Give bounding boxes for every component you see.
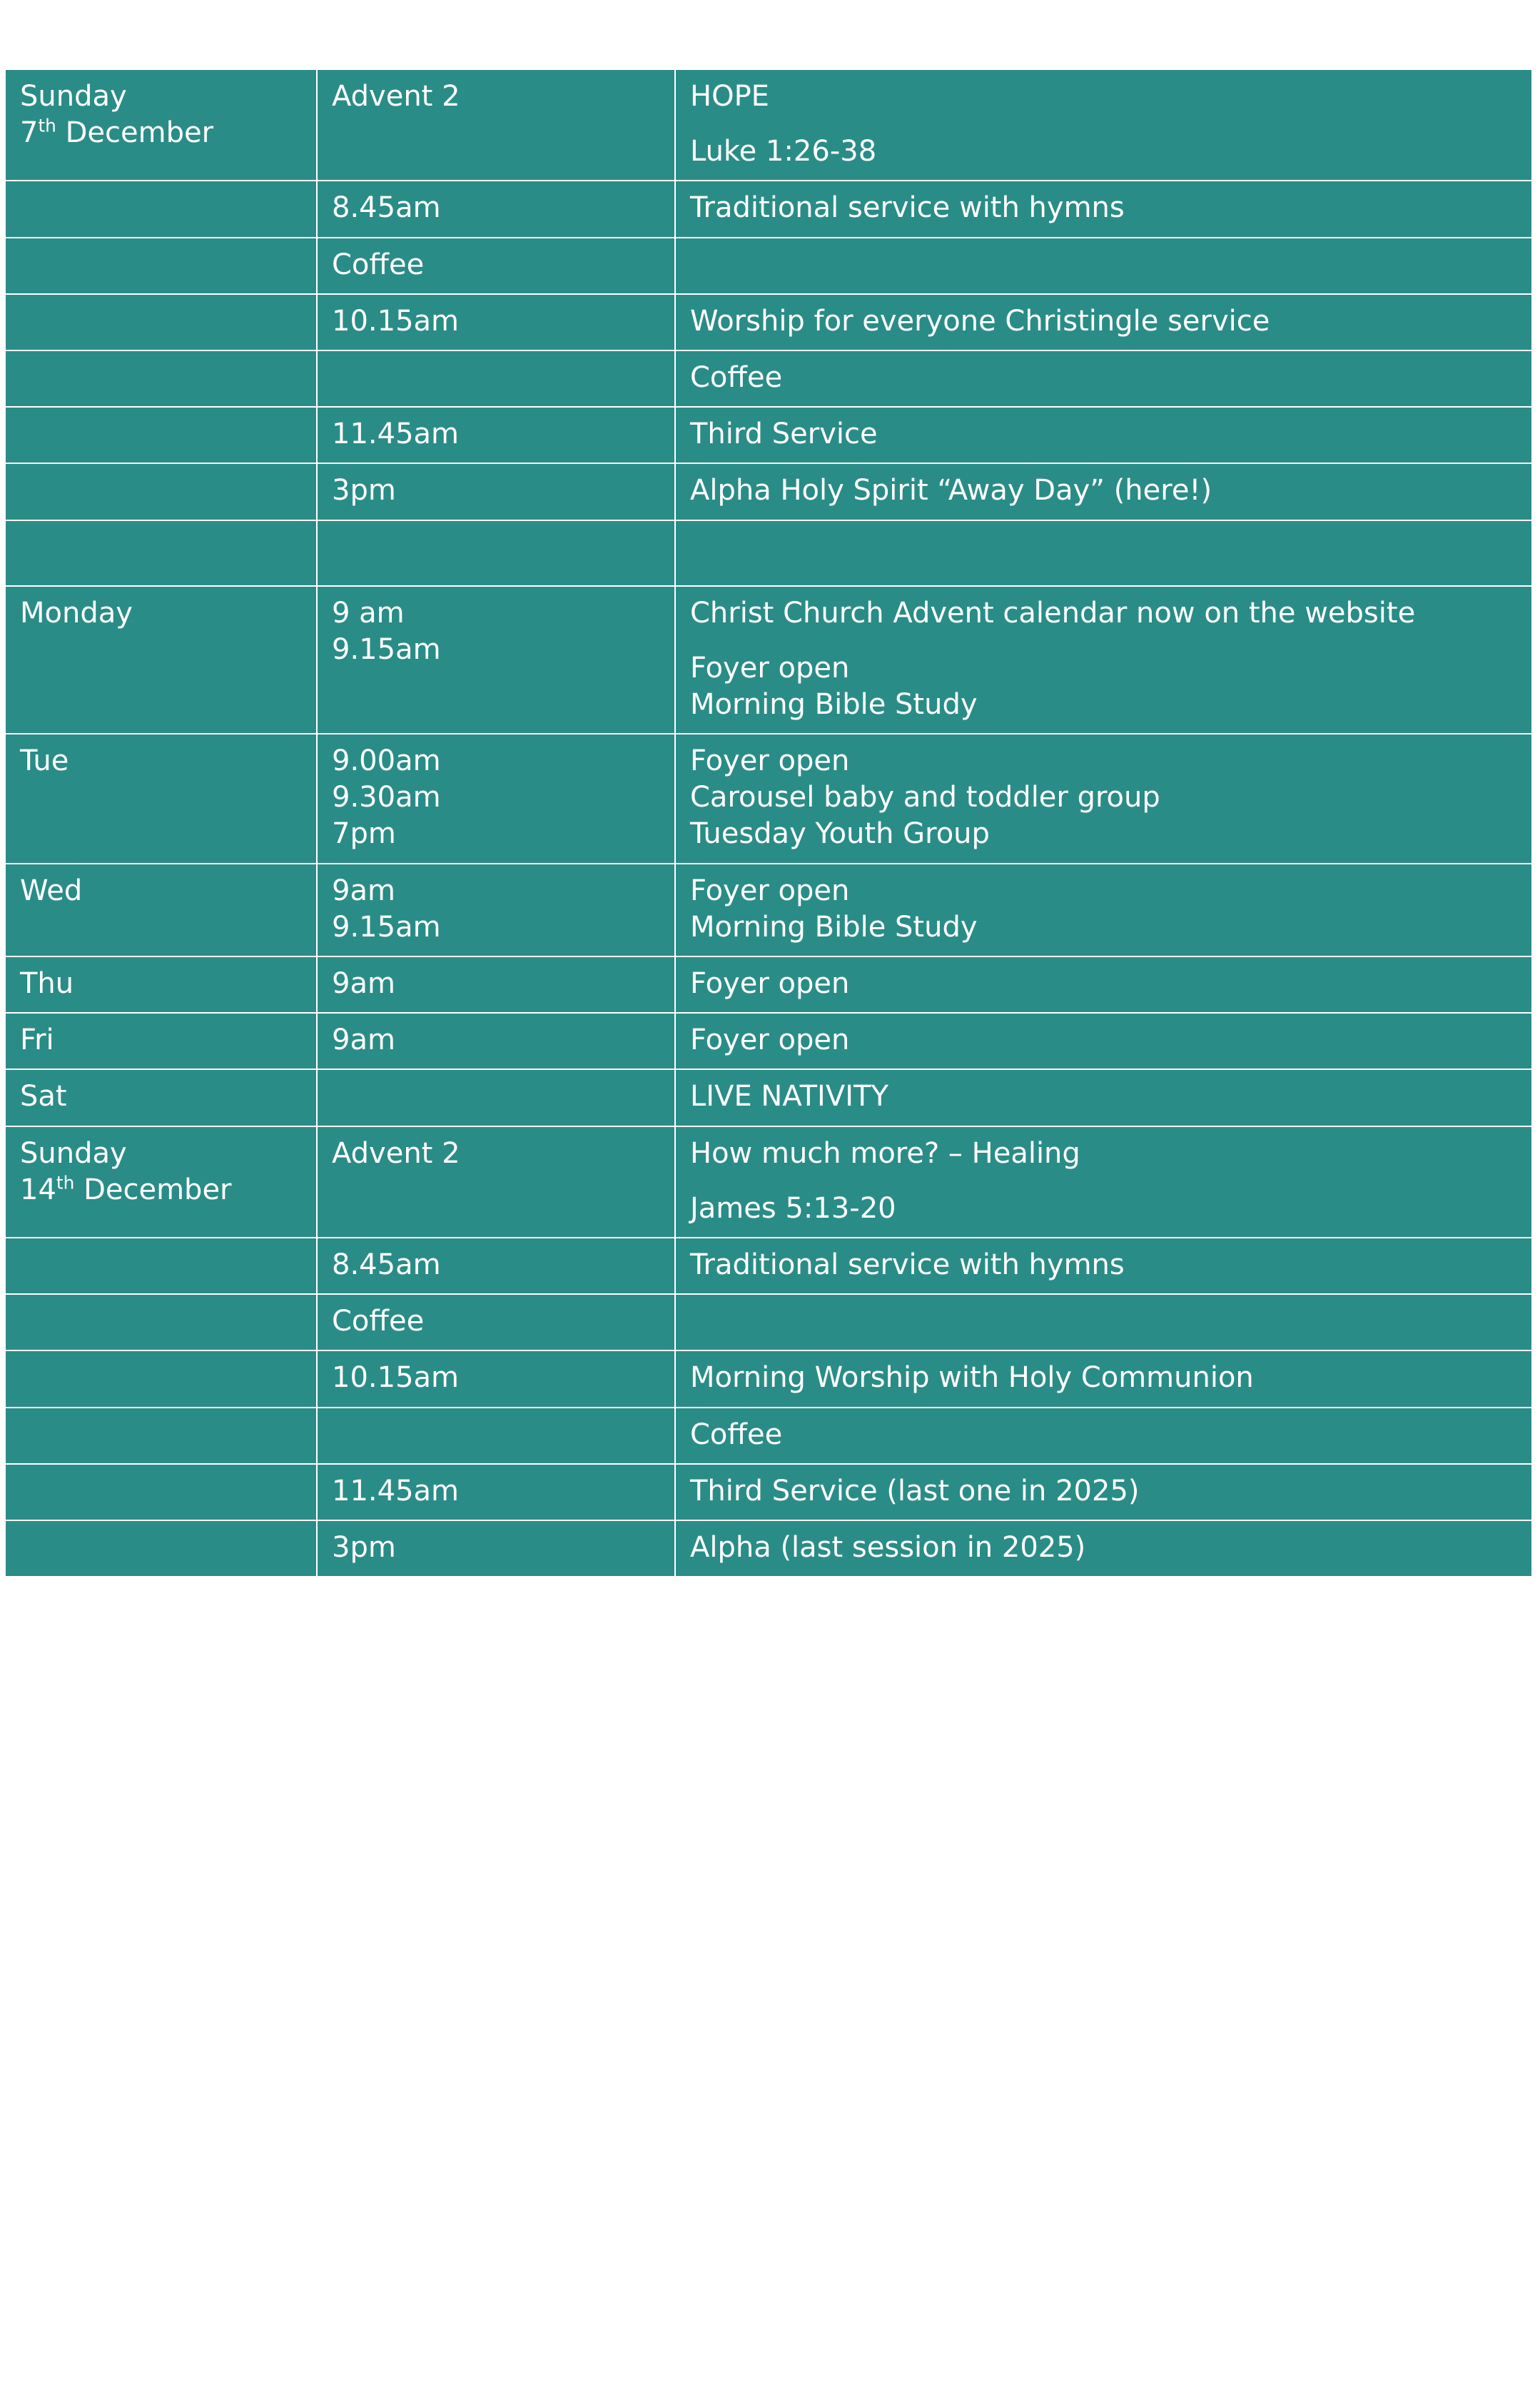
- time-cell: Coffee: [317, 1294, 675, 1350]
- day-cell: [5, 1350, 317, 1407]
- event-line-0: Foyer open: [690, 744, 850, 778]
- day-cell: [5, 1520, 317, 1577]
- event-para-1-line-1: Morning Bible Study: [690, 687, 978, 721]
- table-row: [5, 1238, 1532, 1294]
- table-row: [5, 520, 1532, 586]
- day-line-1: Sunday: [20, 80, 127, 113]
- ordinal-suffix: th: [38, 115, 56, 136]
- table-row: [5, 407, 1532, 463]
- day-line-2: 14th December: [20, 1172, 232, 1206]
- day-cell: [5, 1464, 317, 1520]
- schedule-body: [5, 69, 1532, 1577]
- event-para-1-line-0: James 5:13-20: [690, 1191, 896, 1225]
- day-cell: Sat: [5, 1069, 317, 1126]
- time-cell: [317, 1069, 675, 1126]
- event-para-0: [690, 595, 1519, 632]
- event-cell: [675, 69, 1532, 181]
- table-row: [5, 1126, 1532, 1238]
- day-line-1: Sunday: [20, 1136, 127, 1170]
- event-cell: [675, 1294, 1532, 1350]
- event-cell: Worship for everyone Christingle service: [675, 294, 1532, 350]
- day-cell: Thu: [5, 956, 317, 1013]
- event-para-0: [690, 1136, 1519, 1172]
- event-cell: Coffee: [675, 1408, 1532, 1464]
- table-row: [5, 238, 1532, 294]
- day-cell: Monday: [5, 586, 317, 734]
- event-cell: Traditional service with hymns: [675, 181, 1532, 237]
- event-cell: Foyer open: [675, 956, 1532, 1013]
- time-cell: 11.45am: [317, 407, 675, 463]
- time-line-2: 7pm: [332, 817, 396, 851]
- event-line-1: Morning Bible Study: [690, 910, 978, 944]
- event-cell: [675, 864, 1532, 956]
- time-cell: [317, 586, 675, 734]
- time-cell: Advent 2: [317, 69, 675, 181]
- table-row: [5, 1013, 1532, 1069]
- event-cell: Third Service: [675, 407, 1532, 463]
- event-cell: Alpha Holy Spirit “Away Day” (here!): [675, 463, 1532, 520]
- day-cell: [5, 181, 317, 237]
- event-para-1: [690, 133, 1519, 170]
- time-cell: 3pm: [317, 463, 675, 520]
- time-line-1: 9.15am: [332, 632, 441, 666]
- table-row: [5, 463, 1532, 520]
- time-line-1: 9.30am: [332, 781, 441, 814]
- day-cell: Wed: [5, 864, 317, 956]
- table-row: [5, 864, 1532, 956]
- table-row: [5, 586, 1532, 734]
- table-row: [5, 1069, 1532, 1126]
- event-cell: Morning Worship with Holy Communion: [675, 1350, 1532, 1407]
- table-row: [5, 350, 1532, 407]
- day-cell: [5, 463, 317, 520]
- table-row: [5, 1294, 1532, 1350]
- table-row: [5, 69, 1532, 181]
- time-line-0: 9.00am: [332, 744, 441, 778]
- time-cell: [317, 864, 675, 956]
- event-para-0: [690, 79, 1519, 115]
- time-cell: 9am: [317, 956, 675, 1013]
- time-line-1: 9.15am: [332, 910, 441, 944]
- event-cell: [675, 586, 1532, 734]
- day-cell: [5, 69, 317, 181]
- time-cell: [317, 1408, 675, 1464]
- day-cell: [5, 350, 317, 407]
- table-row: [5, 1350, 1532, 1407]
- time-cell: Coffee: [317, 238, 675, 294]
- event-cell: Alpha (last session in 2025): [675, 1520, 1532, 1577]
- event-para-1: [690, 1191, 1519, 1227]
- event-line-1: Carousel baby and toddler group: [690, 781, 1160, 814]
- time-cell: 8.45am: [317, 181, 675, 237]
- event-line-2: Tuesday Youth Group: [690, 817, 990, 851]
- event-line-0: Foyer open: [690, 874, 850, 907]
- time-cell: [317, 520, 675, 586]
- time-cell: 11.45am: [317, 1464, 675, 1520]
- time-cell: Advent 2: [317, 1126, 675, 1238]
- time-cell: 9am: [317, 1013, 675, 1069]
- day-cell: [5, 407, 317, 463]
- event-cell: Traditional service with hymns: [675, 1238, 1532, 1294]
- table-row: [5, 181, 1532, 237]
- table-row: [5, 956, 1532, 1013]
- event-para-1: [690, 650, 1519, 723]
- time-line-0: 9am: [332, 874, 395, 907]
- event-cell: [675, 1126, 1532, 1238]
- event-cell: [675, 520, 1532, 586]
- day-cell: Fri: [5, 1013, 317, 1069]
- table-row: [5, 734, 1532, 864]
- ordinal-suffix: th: [56, 1172, 75, 1193]
- event-para-1-line-0: Luke 1:26-38: [690, 135, 877, 168]
- day-line-2: 7th December: [20, 115, 214, 150]
- event-para-0-line-0: HOPE: [690, 80, 769, 113]
- event-cell: [675, 238, 1532, 294]
- table-row: [5, 294, 1532, 350]
- time-cell: 10.15am: [317, 1350, 675, 1407]
- time-cell: [317, 734, 675, 864]
- day-cell: [5, 1238, 317, 1294]
- event-para-0-line-0: How much more? – Healing: [690, 1136, 1080, 1170]
- event-para-1-line-0: Foyer open: [690, 651, 850, 685]
- day-cell: Tue: [5, 734, 317, 864]
- day-cell: [5, 1126, 317, 1238]
- event-cell: LIVE NATIVITY: [675, 1069, 1532, 1126]
- time-cell: 8.45am: [317, 1238, 675, 1294]
- table-row: [5, 1464, 1532, 1520]
- event-para-0-line-0: Christ Church Advent calendar now on the website: [690, 596, 1416, 630]
- time-cell: 10.15am: [317, 294, 675, 350]
- event-cell: Coffee: [675, 350, 1532, 407]
- day-cell: [5, 1294, 317, 1350]
- day-cell: [5, 238, 317, 294]
- time-line-0: 9 am: [332, 596, 405, 630]
- table-row: [5, 1520, 1532, 1577]
- day-cell: [5, 1408, 317, 1464]
- event-cell: [675, 734, 1532, 864]
- weekly-schedule-table: [4, 69, 1533, 1577]
- time-cell: [317, 350, 675, 407]
- table-row: [5, 1408, 1532, 1464]
- event-cell: Third Service (last one in 2025): [675, 1464, 1532, 1520]
- day-cell: [5, 520, 317, 586]
- time-cell: 3pm: [317, 1520, 675, 1577]
- day-cell: [5, 294, 317, 350]
- event-cell: Foyer open: [675, 1013, 1532, 1069]
